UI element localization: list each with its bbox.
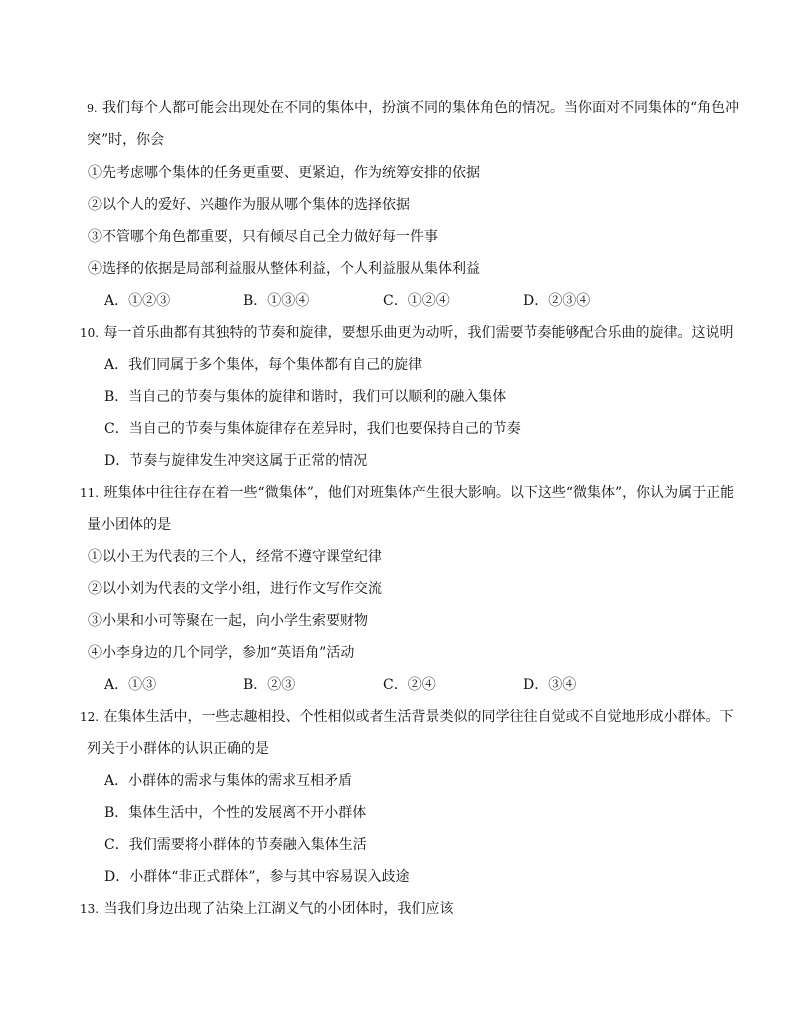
question-9-stem-line-1 bbox=[87, 98, 739, 118]
question-12-stem-line-1 bbox=[80, 707, 734, 727]
question-9-statement-1: ①先考虑哪个集体的任务更重要、更紧迫，作为统筹安排的依据 bbox=[88, 165, 480, 181]
question-11-statement-4: ④小李身边的几个同学，参加“英语角”活动 bbox=[88, 645, 355, 661]
question-10-option-a[interactable]: A．我们同属于多个集体，每个集体都有自己的旋律 bbox=[104, 357, 423, 373]
question-11-statement-3: ③小果和小可等聚在一起，向小学生索要财物 bbox=[88, 613, 368, 629]
question-11-option-a[interactable]: A．①③ bbox=[104, 677, 157, 693]
question-11-stem-line-1 bbox=[80, 483, 734, 503]
question-13-stem-text: 当我们身边出现了沾染上江湖义气的小团体时，我们应该 bbox=[103, 901, 454, 917]
question-12-option-b[interactable]: B．集体生活中，个性的发展离不开小群体 bbox=[104, 805, 367, 821]
question-9-option-c[interactable]: C．①②④ bbox=[383, 293, 450, 309]
question-13-stem-line-1 bbox=[80, 899, 454, 919]
question-9-statement-2: ②以个人的爱好、兴趣作为服从哪个集体的选择依据 bbox=[88, 197, 410, 213]
question-9-option-d[interactable]: D．②③④ bbox=[523, 293, 591, 309]
question-12-option-c[interactable]: C．我们需要将小群体的节奏融入集体生活 bbox=[104, 837, 367, 853]
question-9-option-a[interactable]: A．①②③ bbox=[104, 293, 171, 309]
question-13-number: 13. bbox=[80, 902, 100, 916]
question-10-stem-text: 每一首乐曲都有其独特的节奏和旋律，要想乐曲更为动听，我们需要节奏能够配合乐曲的旋律。这说明 bbox=[103, 325, 734, 341]
question-10-option-d[interactable]: D．节奏与旋律发生冲突这属于正常的情况 bbox=[104, 453, 368, 469]
question-11-option-d[interactable]: D．③④ bbox=[523, 677, 577, 693]
question-9-option-b[interactable]: B．①③④ bbox=[243, 293, 310, 309]
question-11-stem-text: 班集体中往往存在着一些“微集体”，他们对班集体产生很大影响。以下这些“微集体”，你认为属于正能 bbox=[103, 485, 735, 501]
question-12-stem-line-2: 列关于小群体的认识正确的是 bbox=[87, 741, 269, 757]
question-10-option-b[interactable]: B．当自己的节奏与集体的旋律和谐时，我们可以顺利的融入集体 bbox=[104, 389, 507, 405]
question-9-stem-text: 我们每个人都可能会出现处在不同的集体中，扮演不同的集体角色的情况。当你面对不同集体的“角色冲 bbox=[101, 100, 740, 116]
question-9-stem-line-2: 突”时，你会 bbox=[87, 132, 165, 148]
question-11-statement-1: ①以小王为代表的三个人，经常不遵守课堂纪律 bbox=[88, 549, 382, 565]
question-10-number: 10. bbox=[80, 326, 100, 340]
question-11-option-b[interactable]: B．②③ bbox=[243, 677, 296, 693]
question-11-stem-line-2: 量小团体的是 bbox=[87, 517, 171, 533]
question-11-number: 11. bbox=[80, 486, 100, 500]
question-12-option-d[interactable]: D．小群体“非正式群体”，参与其中容易误入歧途 bbox=[104, 869, 410, 885]
question-10-stem-line-1 bbox=[80, 323, 734, 343]
question-9-statement-3: ③不管哪个角色都重要，只有倾尽自己全力做好每一件事 bbox=[88, 229, 438, 245]
question-12-option-a[interactable]: A．小群体的需求与集体的需求互相矛盾 bbox=[104, 773, 353, 789]
question-12-number: 12. bbox=[80, 710, 100, 724]
question-11-option-c[interactable]: C．②④ bbox=[383, 677, 436, 693]
question-10-option-c[interactable]: C．当自己的节奏与集体旋律存在差异时，我们也要保持自己的节奏 bbox=[104, 421, 521, 437]
question-9-number: 9. bbox=[87, 102, 98, 115]
question-9-options bbox=[104, 291, 664, 311]
question-12-stem-text: 在集体生活中，一些志趣相投、个性相似或者生活背景类似的同学往往自觉或不自觉地形成小群体。下 bbox=[103, 709, 734, 725]
question-11-options bbox=[104, 675, 664, 695]
question-11-statement-2: ②以小刘为代表的文学小组，进行作文写作交流 bbox=[88, 581, 382, 597]
question-9-statement-4: ④选择的依据是局部利益服从整体利益，个人利益服从集体利益 bbox=[88, 261, 480, 277]
